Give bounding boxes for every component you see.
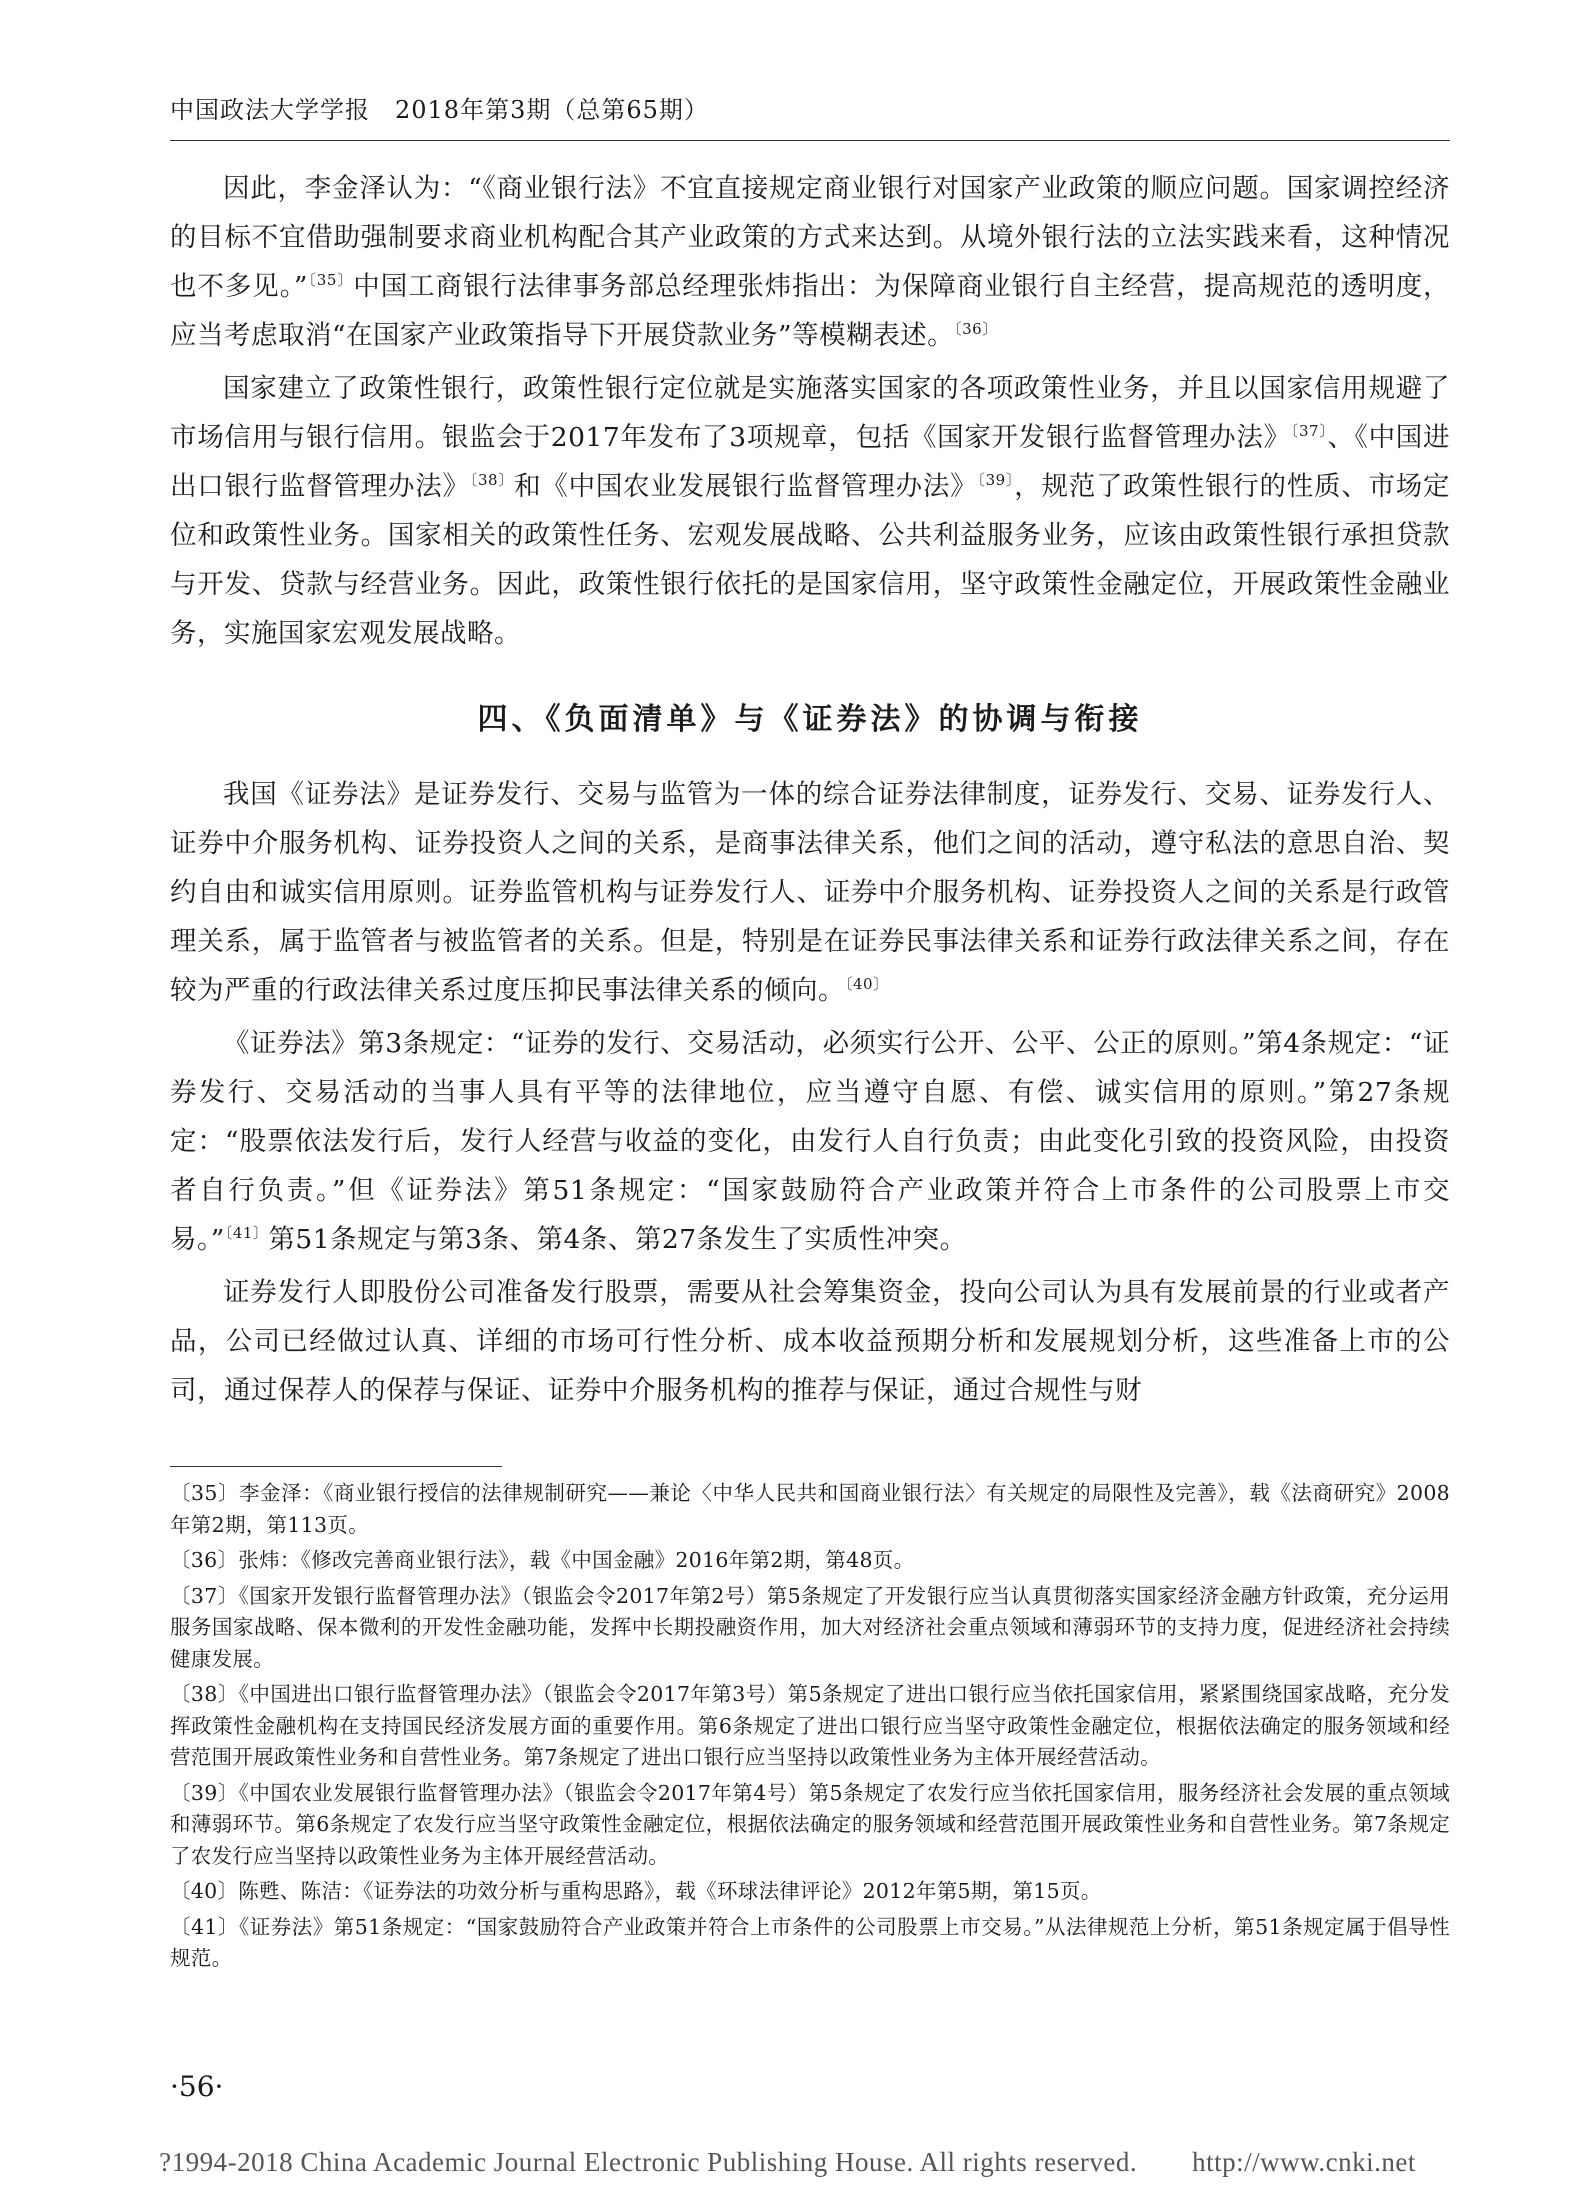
footnote-ref-38[interactable]: 〔38〕: [469, 471, 515, 490]
footnote-ref-35[interactable]: 〔35〕: [307, 271, 354, 290]
footnote-40: 〔40〕陈甦、陈洁：《证券法的功效分析与重构思路》，载《环球法律评论》2012年第5期，第15页。: [170, 1879, 1102, 1903]
section-heading: 四、《负面清单》与《证券法》的协调与衔接: [477, 702, 1143, 737]
paragraph-2: [170, 364, 1450, 658]
page-number: ·56·: [170, 2070, 224, 2103]
paragraph-text: 证券发行人即股份公司准备发行股票，需要从社会筹集资金，投向公司认为具有发展前景的行业或者产品，公司已经做过认真、详细的市场可行性分析、成本收益预期分析和发展规划分析，这些准备上市的公司，通过保荐人的保荐与保证、证券中介服务机构的推荐与保证，通过合规性与财: [170, 1277, 1450, 1406]
paragraph-1: [170, 164, 1450, 360]
paragraph-5: [170, 1268, 1450, 1415]
paragraph-text: 、《中国进出口银行监督管理办法》: [170, 422, 1450, 502]
footnote-36: 〔36〕张炜：《修改完善商业银行法》，载《中国金融》2016年第2期，第48页。: [170, 1548, 915, 1572]
footnote-ref-39[interactable]: 〔39〕: [977, 471, 1015, 490]
paragraph-text: 《证券法》第3条规定：“证券的发行、交易活动，必须实行公开、公平、公正的原则。”第4条规定：“证券发行、交易活动的当事人具有平等的法律地位，应当遵守自愿、有偿、诚实信用的原则。”第27条规定：“股票依法发行后，发行人经营与收益的变化，由发行人自行负责；由此变化引致的投资风险，由投资者自行负责。”但《证券法》第51条规定：“国家鼓励符合产业政策并符合上市条件的公司股票上市交易。”: [170, 1028, 1450, 1255]
paragraph-text: 我国《证券法》是证券发行、交易与监管为一体的综合证券法律制度，证券发行、交易、证券发行人、证券中介服务机构、证券投资人之间的关系，是商事法律关系，他们之间的活动，遵守私法的意思自治、契约自由和诚实信用原则。证券监管机构与证券发行人、证券中介服务机构、证券投资人之间的关系是行政管理关系，属于监管者与被监管者的关系。但是，特别是在证券民事法律关系和证券行政法律关系之间，存在较为严重的行政法律关系过度压抑民事法律关系的倾向。: [170, 779, 1450, 1006]
footnote-ref-37[interactable]: 〔37〕: [1290, 422, 1328, 441]
footnote-41: 〔41〕《证券法》第51条规定：“国家鼓励符合产业政策并符合上市条件的公司股票上市交易。”从法律规范上分析，第51条规定属于倡导性规范。: [170, 1914, 1450, 1970]
footnote-39: 〔39〕《中国农业发展银行监督管理办法》（银监会令2017年第4号）第5条规定了农发行应当依托国家信用，服务经济社会发展的重点领域和薄弱环节。第6条规定了农发行应当坚守政策性金融定位，根据依法确定的服务领域和经营范围开展政策性业务和自营性业务。第7条规定了农发行应当坚持以政策性业务为主体开展经营活动。: [170, 1780, 1450, 1868]
header-rule: [170, 140, 1450, 141]
footnote-ref-41[interactable]: 〔41〕: [224, 1224, 269, 1243]
footnote-ref-40[interactable]: 〔40〕: [845, 975, 889, 994]
paragraph-text: 第51条规定与第3条、第4条、第27条发生了实质性冲突。: [268, 1224, 967, 1255]
paragraph-4: [170, 1019, 1450, 1264]
footnotes: [170, 1478, 1450, 1979]
paragraph-text: ，规范了政策性银行的性质、市场定位和政策性业务。国家相关的政策性任务、宏观发展战略、公共利益服务业务，应该由政策性银行承担贷款与开发、贷款与经营业务。因此，政策性银行依托的是国家信用，坚守政策性金融定位，开展政策性金融业务，实施国家宏观发展战略。: [170, 471, 1451, 649]
copyright-notice: ?1994-2018 China Academic Journal Electronic Publishing House. All rights reserved. http://www.cnki.net: [159, 2147, 1416, 2177]
body-text: [170, 164, 1450, 1415]
footnote-37: 〔37〕《国家开发银行监督管理办法》（银监会令2017年第2号）第5条规定了开发银行应当认真贯彻落实国家经济金融方针政策，充分运用服务国家战略、保本微利的开发性金融功能，发挥中长期投融资作用，加大对经济社会重点领域和薄弱环节的支持力度，促进经济社会持续健康发展。: [170, 1583, 1450, 1671]
paragraph-text: 中国工商银行法律事务部总经理张炜指出：为保障商业银行自主经营，提高规范的透明度，应当考虑取消“在国家产业政策指导下开展贷款业务”等模糊表述。: [170, 271, 1450, 351]
paragraph-text: 因此，李金泽认为：“《商业银行法》不宜直接规定商业银行对国家产业政策的顺应问题。国家调控经济的目标不宜借助强制要求商业机构配合其产业政策的方式来达到。从境外银行法的立法实践来看，这种情况也不多见。”: [170, 173, 1450, 302]
footnote-35: 〔35〕李金泽：《商业银行授信的法律规制研究——兼论〈中华人民共和国商业银行法〉有关规定的局限性及完善》，载《法商研究》2008年第2期，第113页。: [170, 1481, 1450, 1537]
footnote-rule: [170, 1466, 502, 1467]
paragraph-text: 国家建立了政策性银行，政策性银行定位就是实施落实国家的各项政策性业务，并且以国家信用规避了市场信用与银行信用。银监会于2017年发布了3项规章，包括《国家开发银行监督管理办法》: [170, 373, 1450, 453]
paragraph-text: 和《中国农业发展银行监督管理办法》: [514, 471, 978, 502]
paragraph-3: [170, 770, 1450, 1015]
footnote-38: 〔38〕《中国进出口银行监督管理办法》（银监会令2017年第3号）第5条规定了进出口银行应当依托国家信用，紧紧围绕国家战略，充分发挥政策性金融机构在支持国民经济发展方面的重要作用。第6条规定了进出口银行应当坚守政策性金融定位，根据依法确定的服务领域和经营范围开展政策性业务和自营性业务。第7条规定了进出口银行应当坚持以政策性业务为主体开展经营活动。: [170, 1682, 1450, 1769]
running-head: 中国政法大学学报 2018年第3期（总第65期）: [170, 96, 709, 124]
footnote-ref-36[interactable]: 〔36〕: [954, 320, 998, 339]
